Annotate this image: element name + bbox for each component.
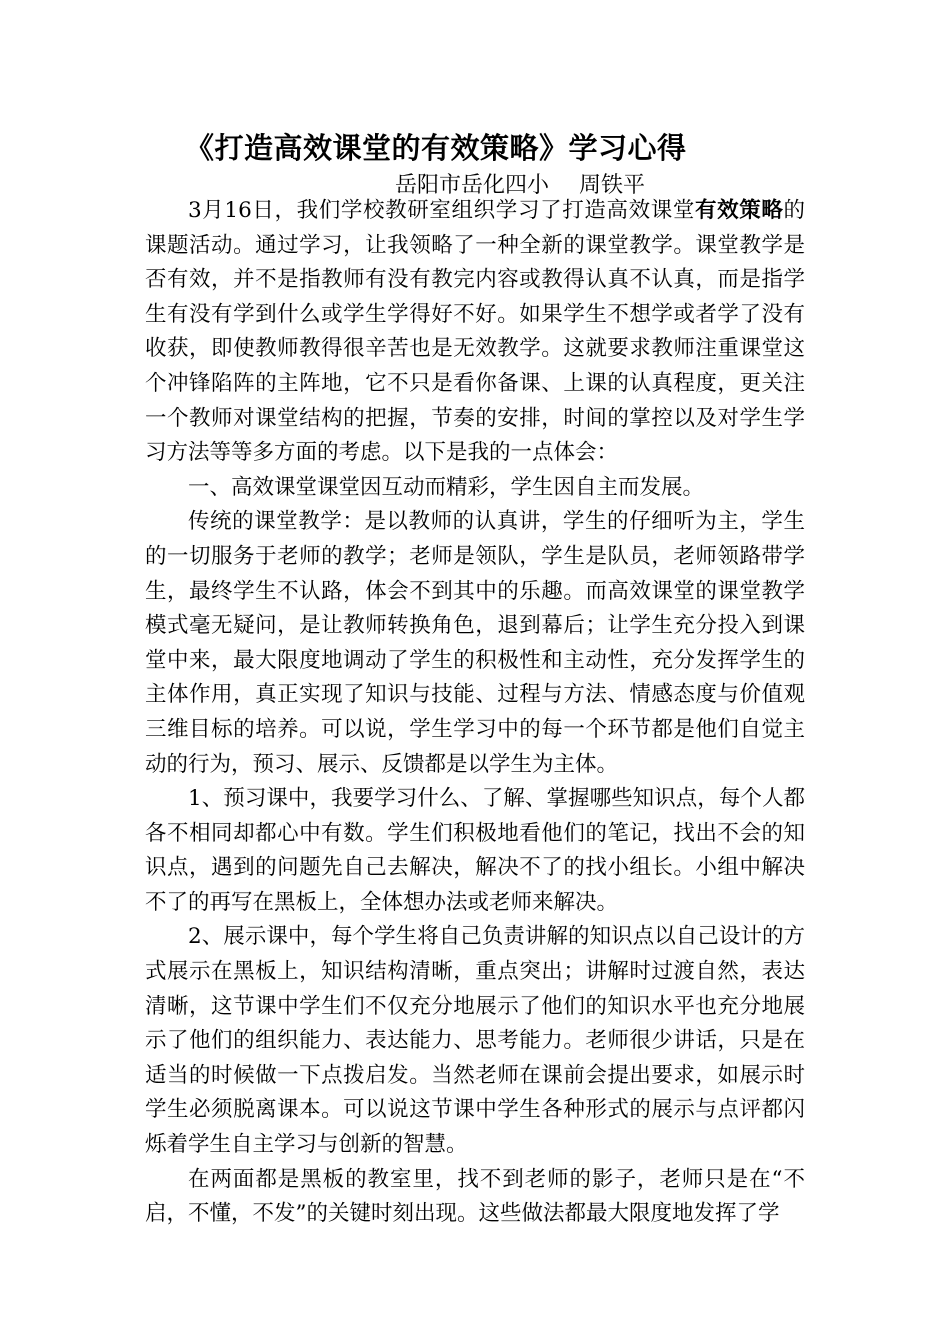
- author-name: 周铁平: [579, 173, 646, 198]
- paragraph-intro: [145, 194, 805, 471]
- paragraph-intro-bold: 有效策略: [694, 198, 784, 223]
- author-organization: 岳阳市岳化四小: [395, 173, 550, 198]
- paragraph-display: 2、展示课中，每个学生将自己负责讲解的知识点以自己设计的方式展示在黑板上，知识结构清晰，重点突出；讲解时过渡自然，表达清晰，这节课中学生们不仅充分地展示了他们的知识水平也充分地展示了他们的组织能力、表达能力、思考能力。老师很少讲话，只是在适当的时候做一下点拨启发。当然老师在课前会提出要求，如展示时学生必须脱离课本。可以说这节课中学生各种形式的展示与点评都闪烁着学生自主学习与创新的智慧。: [145, 924, 805, 1158]
- document-body: [145, 194, 805, 1232]
- document-title: 《打造高效课堂的有效策略》学习心得: [185, 131, 687, 165]
- paragraph-classroom: 在两面都是黑板的教室里，找不到老师的影子，老师只是在“不启，不懂，不发”的关键时刻出现。这些做法都最大限度地发挥了学: [145, 1166, 805, 1227]
- section-heading-1: 一、高效课堂课堂因互动而精彩，学生因自主而发展。: [188, 474, 705, 500]
- paragraph-intro-rest: 的课题活动。通过学习，让我领略了一种全新的课堂教学。课堂教学是否有效，并不是指教师有没有教完内容或教得认真不认真，而是指学生有没有学到什么或学生学得好不好。如果学生不想学或者学了没有收获，即使教师教得很辛苦也是无效教学。这就要求教师注重课堂这个冲锋陷阵的主阵地，它不只是看你备课、上课的认真程度，更关注一个教师对课堂结构的把握，节奏的安排，时间的掌控以及对学生学习方法等等多方面的考虑。以下是我的一点体会：: [145, 198, 805, 466]
- paragraph-traditional: 传统的课堂教学：是以教师的认真讲，学生的仔细听为主，学生的一切服务于老师的教学；老师是领队，学生是队员，老师领路带学生，最终学生不认路，体会不到其中的乐趣。而高效课堂的课堂教学模式毫无疑问，是让教师转换角色，退到幕后；让学生充分投入到课堂中来，最大限度地调动了学生的积极性和主动性，充分发挥学生的主体作用，真正实现了知识与技能、过程与方法、情感态度与价值观三维目标的培养。可以说，学生学习中的每一个环节都是他们自觉主动的行为，预习、展示、反馈都是以学生为主体。: [145, 509, 805, 777]
- paragraph-preview: 1、预习课中，我要学习什么、了解、掌握哪些知识点，每个人都各不相同却都心中有数。学生们积极地看他们的笔记，找出不会的知识点，遇到的问题先自己去解决，解决不了的找小组长。小组中解决不了的再写在黑板上，全体想办法或老师来解决。: [145, 786, 805, 915]
- paragraph-intro-lead: 3月16日，我们学校教研室组织学习了打造高效课堂: [188, 198, 695, 223]
